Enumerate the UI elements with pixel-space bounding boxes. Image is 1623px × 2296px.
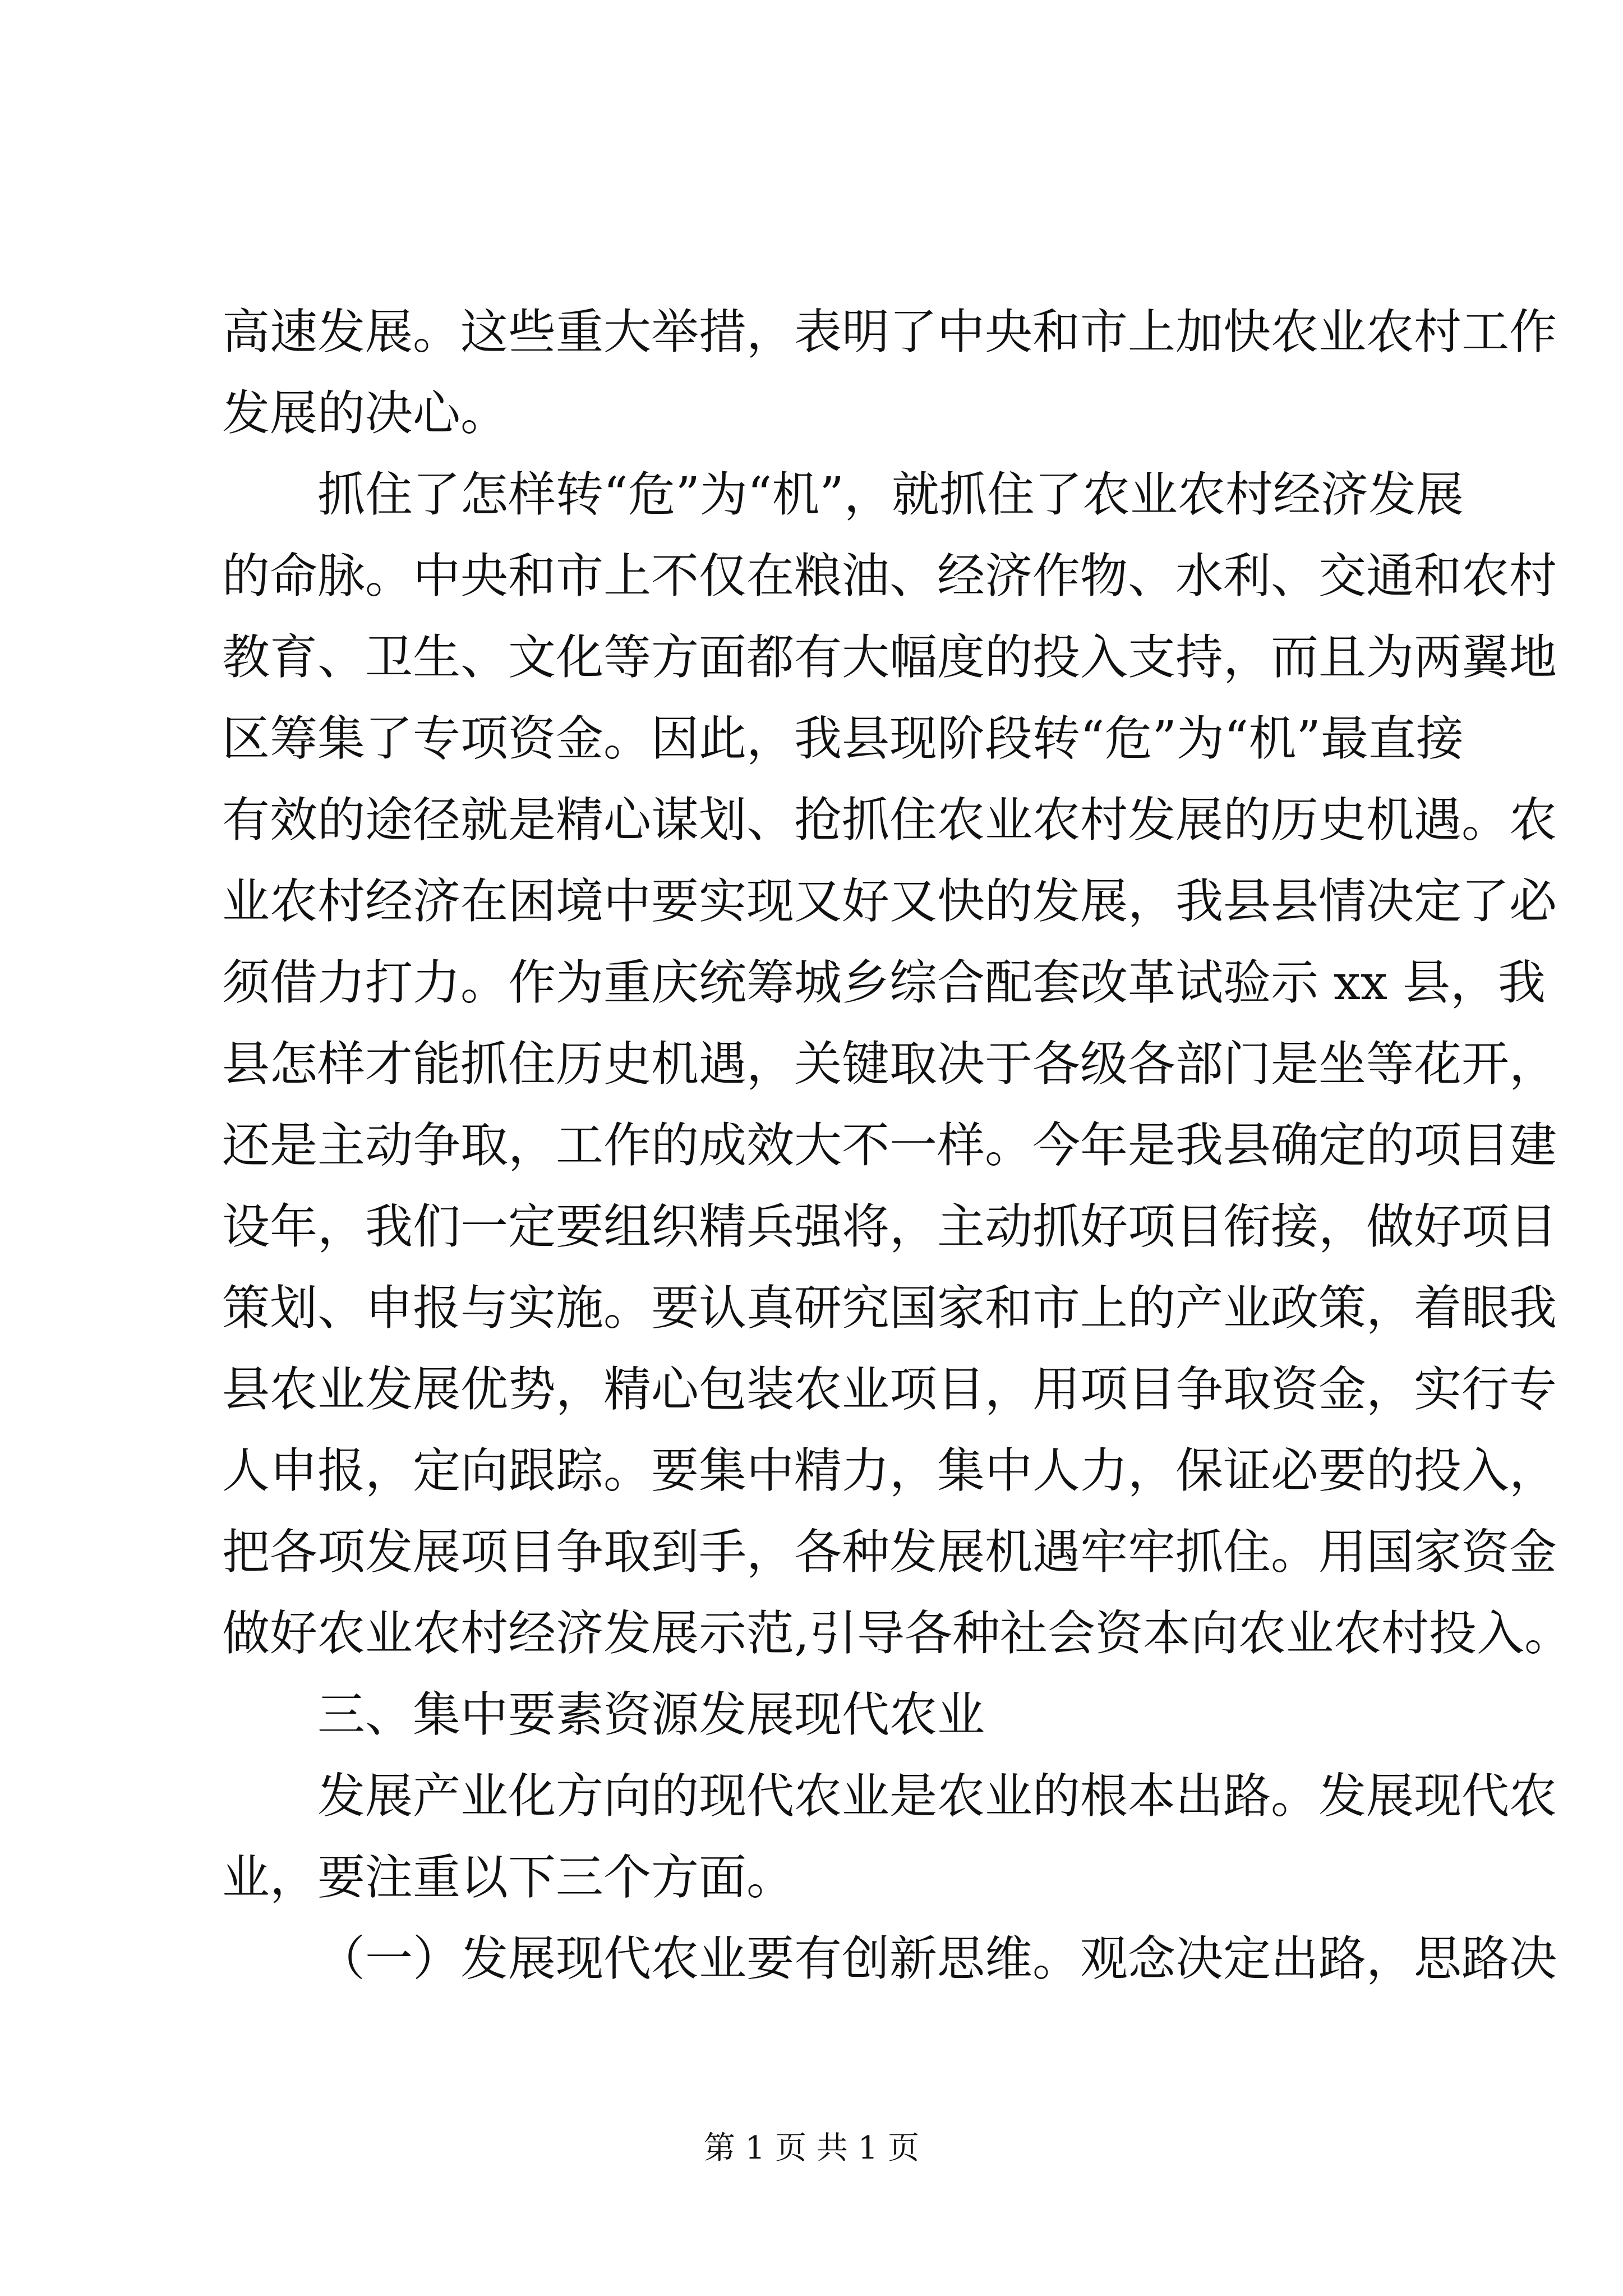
text-line: 须借力打力。作为重庆统筹城乡综合配套改革试验示 xx 县，我: [222, 955, 1546, 1011]
text-line: 的命脉。中央和市上不仅在粮油、经济作物、水利、交通和农村: [222, 549, 1557, 604]
text-line: 教育、卫生、文化等方面都有大幅度的投入支持，而且为两翼地: [222, 630, 1557, 685]
document-body: [222, 292, 1573, 2000]
text-line: 还是主动争取，工作的成效大不一样。今年是我县确定的项目建: [222, 1118, 1557, 1174]
text-line: 有效的途径就是精心谋划、抢抓住农业农村发展的历史机遇。农: [222, 793, 1557, 848]
section-heading: 三、集中要素资源发展现代农业: [317, 1687, 985, 1743]
text-line: 县怎样才能抓住历史机遇，关键取决于各级各部门是坐等花开，: [222, 1037, 1557, 1092]
text-line: 策划、申报与实施。要认真研究国家和市上的产业政策，着眼我: [222, 1281, 1557, 1336]
text-line: 人申报，定向跟踪。要集中精力，集中人力，保证必要的投入，: [222, 1443, 1557, 1499]
text-line: 设年，我们一定要组织精兵强将，主动抓好项目衔接，做好项目: [222, 1199, 1557, 1255]
text-line: 高速发展。这些重大举措，表明了中央和市上加快农业农村工作: [222, 305, 1557, 360]
text-line: 抓住了怎样转“危”为“机”，就抓住了农业农村经济发展: [317, 467, 1464, 523]
text-line: 业农村经济在困境中要实现又好又快的发展，我县县情决定了必: [222, 874, 1557, 930]
page-number-footer: 第 1 页 共 1 页: [703, 2130, 920, 2166]
text-line: 县农业发展优势，精心包装农业项目，用项目争取资金，实行专: [222, 1362, 1557, 1418]
text-line: 做好农业农村经济发展示范,引导各种社会资本向农业农村投入。: [222, 1606, 1573, 1662]
text-line: 业，要注重以下三个方面。: [222, 1850, 795, 1906]
text-line: 发展产业化方向的现代农业是农业的根本出路。发展现代农: [317, 1769, 1557, 1824]
text-line: （一）发展现代农业要有创新思维。观念决定出路，思路决: [317, 1931, 1557, 1987]
text-line: 区筹集了专项资金。因此，我县现阶段转“危”为“机”最直接: [222, 711, 1464, 767]
text-line: 把各项发展项目争取到手，各种发展机遇牢牢抓住。用国家资金: [222, 1525, 1557, 1580]
text-line: 发展的决心。: [222, 386, 509, 441]
